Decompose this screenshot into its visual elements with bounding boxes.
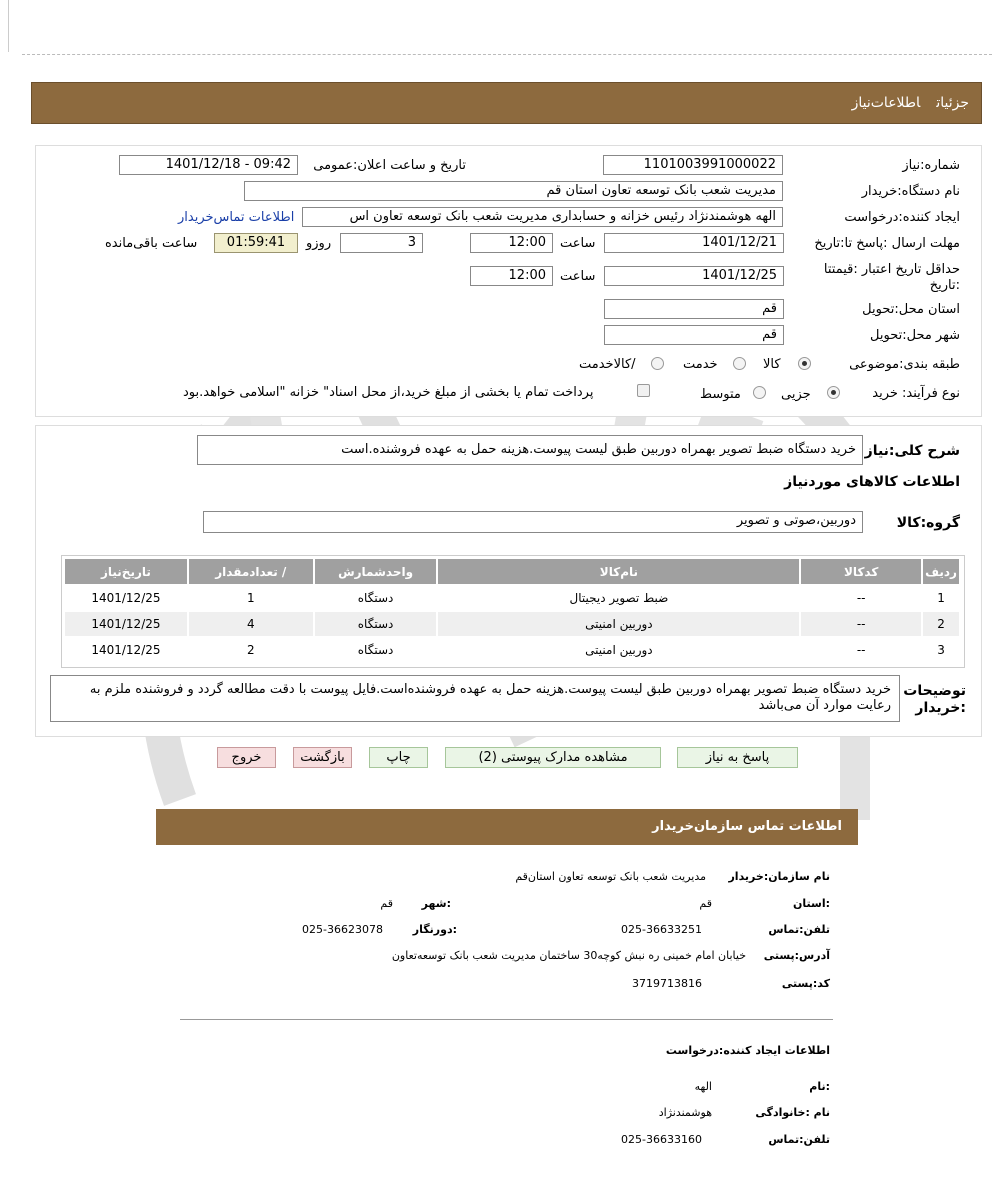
requester-field[interactable]: الهه هوشمندنژاد رئیس خزانه و حسابداری مدیریت شعب بانک توسعه تعاون اس bbox=[302, 207, 783, 227]
category-service-label: خدمت bbox=[683, 357, 718, 372]
top-dotted-divider bbox=[22, 54, 992, 55]
contact-province-label: :استان bbox=[793, 897, 830, 910]
contact-org-label: نام سازمان:خریدار bbox=[728, 870, 830, 883]
item-code-cell: -- bbox=[801, 638, 921, 662]
table-row[interactable] bbox=[65, 586, 959, 610]
items-title: اطلاعات کالاهای موردنیاز bbox=[784, 474, 960, 490]
view-attachments-button[interactable]: مشاهده مدارک پیوستی (2) bbox=[445, 747, 661, 768]
process-partial-label: جزیی bbox=[781, 387, 811, 402]
remaining-label: ساعت باقی‌مانده bbox=[105, 236, 198, 251]
creator-phone-label: تلفن:تماس bbox=[768, 1133, 830, 1146]
contact-province-value: قم bbox=[699, 897, 712, 910]
summary-label: شرح کلی:نیاز bbox=[864, 443, 960, 459]
contact-address-label: آدرس:پستی bbox=[763, 949, 830, 962]
print-button[interactable]: چاپ bbox=[369, 747, 428, 768]
category-goods-label: کالا bbox=[763, 357, 781, 372]
requester-label: ایجاد کننده:درخواست bbox=[844, 210, 960, 225]
city-field[interactable]: قم bbox=[604, 325, 784, 345]
col-row-header[interactable]: ردیف bbox=[923, 559, 959, 584]
buyer-contact-header bbox=[156, 809, 858, 845]
buyer-contact-link[interactable]: اطلاعات تماس‌خریدار bbox=[178, 210, 295, 225]
category-service-radio[interactable] bbox=[733, 357, 746, 370]
category-label: طبقه بندی:موضوعی bbox=[849, 357, 960, 372]
validity-date-field[interactable]: 1401/12/25 bbox=[604, 266, 784, 286]
col-qty-header[interactable]: / تعدادمقدار bbox=[189, 559, 313, 584]
buyer-org-label: نام دستگاه:خریدار bbox=[861, 184, 960, 199]
category-goods-radio[interactable] bbox=[798, 357, 811, 370]
item-date-cell: 1401/12/25 bbox=[65, 586, 187, 610]
buyer-contact-title: اطلاعات تماس سازمان‌خریدار bbox=[652, 819, 842, 834]
tab-need-info[interactable]: اطلاعات‌نیاز bbox=[851, 95, 921, 111]
creator-family-value: هوشمندنژاد bbox=[658, 1106, 712, 1119]
reply-button[interactable]: پاسخ به نیاز bbox=[677, 747, 798, 768]
items-table bbox=[63, 557, 961, 664]
creator-family-label: نام :خانوادگی bbox=[755, 1106, 830, 1119]
table-row[interactable] bbox=[65, 638, 959, 662]
deadline-date-field[interactable]: 1401/12/21 bbox=[604, 233, 784, 253]
validity-label-line2: :تاریخ bbox=[929, 278, 960, 293]
deadline-time-label: ساعت bbox=[560, 236, 596, 251]
row-index-cell: 3 bbox=[923, 638, 959, 662]
need-number-label: شماره:نیاز bbox=[902, 158, 960, 173]
days-field[interactable]: 3 bbox=[340, 233, 423, 253]
contact-separator bbox=[180, 1019, 833, 1020]
remaining-time-display: 01:59:41 bbox=[214, 233, 298, 253]
goods-group-label: گروه:کالا bbox=[896, 515, 960, 531]
col-unit-header[interactable]: واحدشمارش bbox=[315, 559, 437, 584]
process-label: نوع فرآیند: خرید bbox=[872, 386, 960, 401]
category-both-radio[interactable] bbox=[651, 357, 664, 370]
treasury-payment-note: پرداخت تمام یا بخشی از مبلغ خرید،از محل اسناد" خزانه "اسلامی خواهد.بود bbox=[183, 385, 594, 400]
item-unit-cell: دستگاه bbox=[315, 638, 437, 662]
contact-fax-value: 025-36623078 bbox=[302, 923, 383, 936]
item-qty-cell: 4 bbox=[189, 612, 313, 636]
process-medium-radio[interactable] bbox=[753, 386, 766, 399]
contact-postal-value: 3719713816 bbox=[632, 977, 702, 990]
table-row[interactable] bbox=[65, 612, 959, 636]
deadline-time-field[interactable]: 12:00 bbox=[470, 233, 553, 253]
item-unit-cell: دستگاه bbox=[315, 612, 437, 636]
creator-title: اطلاعات ایجاد کننده:درخواست bbox=[665, 1044, 830, 1057]
item-qty-cell: 2 bbox=[189, 638, 313, 662]
buyer-notes-label-line2: :خریدار bbox=[915, 700, 966, 716]
row-index-cell: 2 bbox=[923, 612, 959, 636]
validity-label-line1: حداقل تاریخ اعتبار :قیمتتا bbox=[823, 262, 960, 277]
col-name-header[interactable]: نام‌کالا bbox=[438, 559, 799, 584]
buyer-org-field[interactable]: مدیریت شعب بانک توسعه تعاون استان قم bbox=[244, 181, 783, 201]
contact-org-value: مدیریت شعب بانک توسعه تعاون استان‌قم bbox=[515, 870, 706, 883]
goods-group-field[interactable]: دوربین،صوتی و تصویر bbox=[203, 511, 863, 533]
buyer-notes-field[interactable]: خرید دستگاه ضبط تصویر بهمراه دوربین طبق لیست پیوست.هزینه حمل به عهده فروشنده‌است.فایل پیوست با دقت مطالعه گردد و فروشنده ملزم به رعایت موارد آن می‌باشد bbox=[50, 675, 900, 722]
contact-address-value: خیابان امام خمینی ره نبش کوچه30 ساختمان مدیریت شعب بانک توسعه‌تعاون bbox=[391, 949, 746, 962]
item-date-cell: 1401/12/25 bbox=[65, 612, 187, 636]
item-code-cell: -- bbox=[801, 586, 921, 610]
city-label: شهر محل:تحویل bbox=[870, 328, 960, 343]
left-border-line bbox=[8, 0, 9, 52]
exit-button[interactable]: خروج bbox=[217, 747, 276, 768]
buyer-notes-label-line1: توضیحات bbox=[903, 683, 966, 699]
province-label: استان محل:تحویل bbox=[862, 302, 960, 317]
process-medium-label: متوسط bbox=[700, 387, 741, 402]
contact-city-label: :شهر bbox=[421, 897, 451, 910]
category-both-label: /کالاخدمت bbox=[579, 357, 636, 372]
days-label: روزو bbox=[306, 236, 332, 251]
contact-city-value: قم bbox=[380, 897, 393, 910]
contact-phone-value: 025-36633251 bbox=[621, 923, 702, 936]
validity-time-label: ساعت bbox=[560, 269, 596, 284]
summary-field[interactable]: خرید دستگاه ضبط تصویر بهمراه دوربین طبق لیست پیوست.هزینه حمل به عهده فروشنده.است bbox=[197, 435, 863, 465]
item-name-cell: دوربین امنیتی bbox=[438, 612, 799, 636]
row-index-cell: 1 bbox=[923, 586, 959, 610]
details-header-bar bbox=[31, 82, 982, 124]
contact-fax-label: :دورنگار bbox=[412, 923, 457, 936]
announce-label: تاریخ و ساعت اعلان:عمومی bbox=[313, 158, 466, 173]
deadline-label: مهلت ارسال :پاسخ تا:تاریخ bbox=[814, 236, 960, 251]
announce-datetime-field[interactable]: 1401/12/18 - 09:42 bbox=[119, 155, 298, 175]
creator-name-label: :نام bbox=[809, 1080, 830, 1093]
item-date-cell: 1401/12/25 bbox=[65, 638, 187, 662]
creator-phone-value: 025-36633160 bbox=[621, 1133, 702, 1146]
process-partial-radio[interactable] bbox=[827, 386, 840, 399]
validity-time-field[interactable]: 12:00 bbox=[470, 266, 553, 286]
back-button[interactable]: بازگشت bbox=[293, 747, 352, 768]
treasury-payment-checkbox[interactable] bbox=[637, 384, 650, 397]
item-qty-cell: 1 bbox=[189, 586, 313, 610]
item-name-cell: دوربین امنیتی bbox=[438, 638, 799, 662]
item-name-cell: ضبط تصویر دیجیتال bbox=[438, 586, 799, 610]
creator-name-value: الهه bbox=[694, 1080, 712, 1093]
need-number-field[interactable]: 1101003991000022 bbox=[603, 155, 783, 175]
col-code-header[interactable]: کدکالا bbox=[801, 559, 921, 584]
tab-details[interactable]: جزئیات bbox=[936, 95, 969, 111]
item-code-cell: -- bbox=[801, 612, 921, 636]
contact-postal-label: کد:پستی bbox=[781, 977, 830, 990]
contact-phone-label: تلفن:تماس bbox=[768, 923, 830, 936]
province-field[interactable]: قم bbox=[604, 299, 784, 319]
col-date-header[interactable]: تاریخ‌نیاز bbox=[65, 559, 187, 584]
item-unit-cell: دستگاه bbox=[315, 586, 437, 610]
